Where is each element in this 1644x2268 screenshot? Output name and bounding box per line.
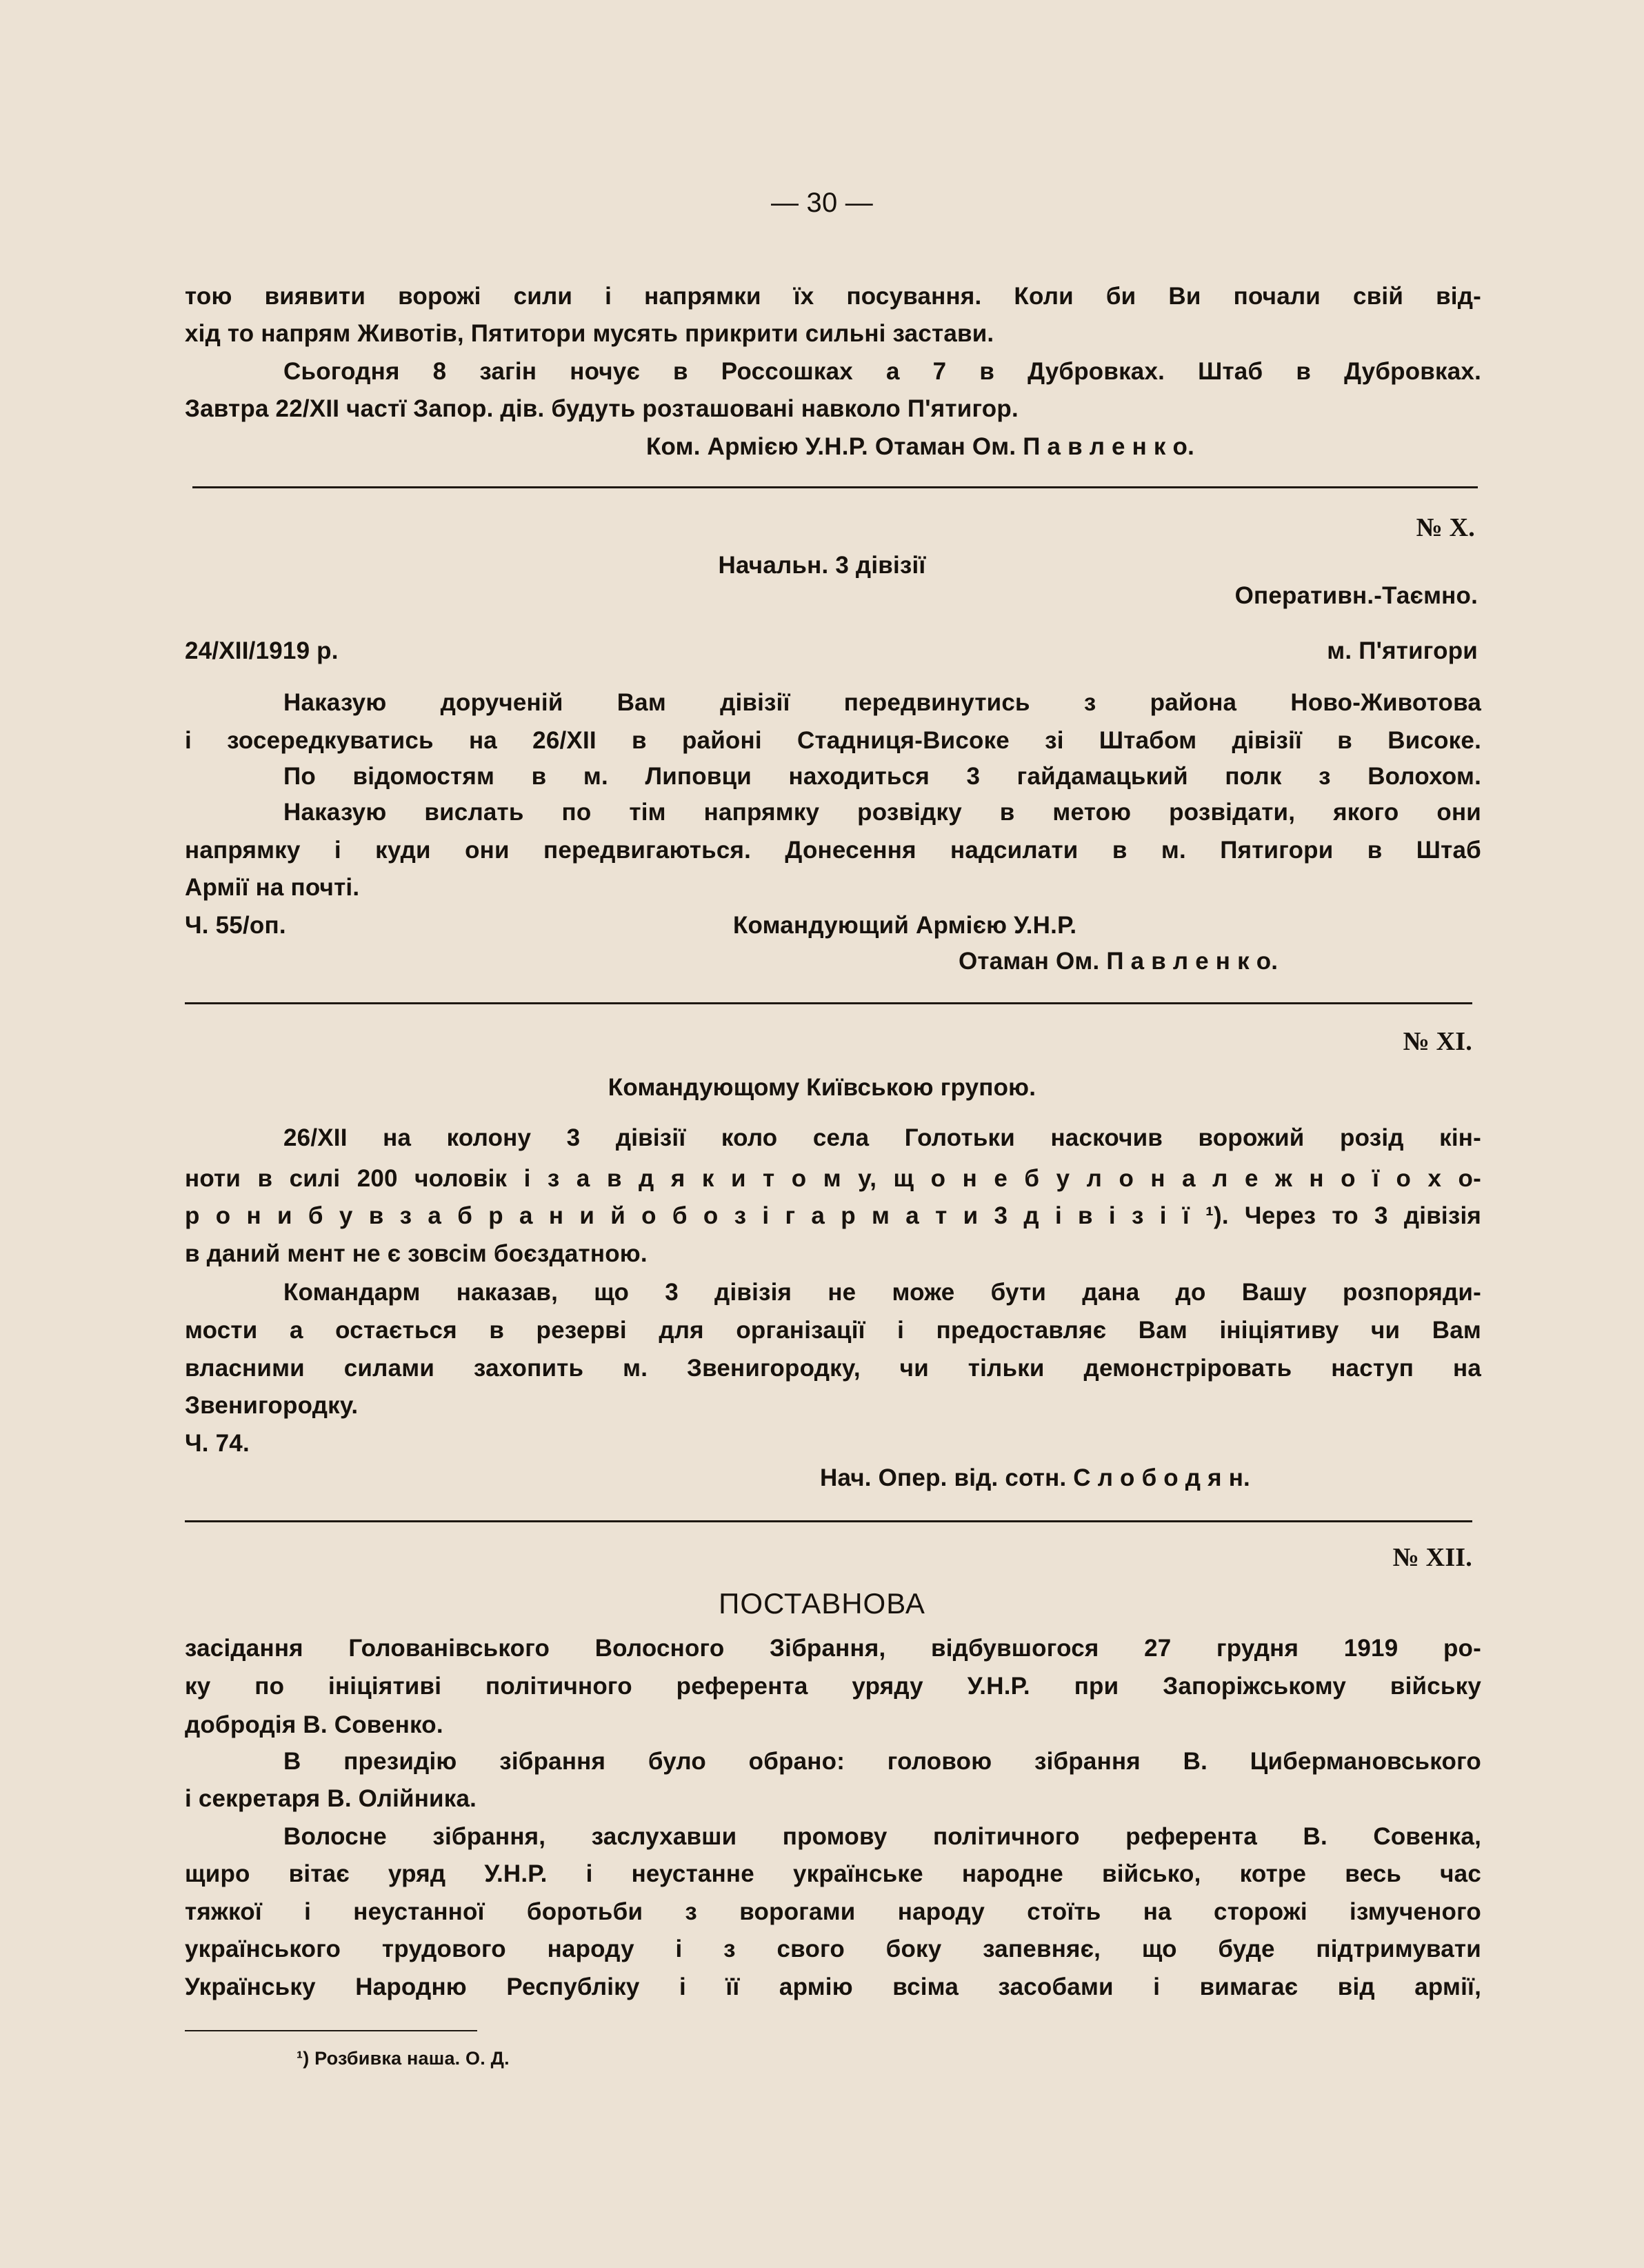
section-divider bbox=[192, 486, 1478, 488]
text-line: Наказую дорученій Вам дівізії передвинутись з района Ново-Животова bbox=[283, 689, 1481, 716]
text-line: тяжкої і неустанної боротьби з ворогами народу стоїть на сторожі ізмученого bbox=[185, 1898, 1481, 1925]
text-line: українського трудового народу і з свого боку запевняє, що буде підтримувати bbox=[185, 1936, 1481, 1962]
text-line: і зосередкуватись на 26/XII в районі Стадниця-Високе зі Штабом дівізії в Високе. bbox=[185, 727, 1481, 754]
text-line: Звенигородку. bbox=[185, 1392, 359, 1419]
text-line: Наказую вислать по тім напрямку розвідку в метою розвідати, якого они bbox=[283, 799, 1481, 826]
text-line: щиро вітає уряд У.Н.Р. і неустанне українське народне військо, котре весь час bbox=[185, 1860, 1481, 1887]
document-number: № X. bbox=[1416, 513, 1475, 542]
addressee: Командующому Київською групою. bbox=[608, 1074, 1036, 1101]
document-reference: Ч. 55/оп. bbox=[185, 912, 286, 939]
footnote: ¹) Розбивка наша. О. Д. bbox=[297, 2048, 510, 2069]
text-line: По відомостям в м. Липовци находиться 3 гайдамацький полк з Волохом. bbox=[283, 763, 1481, 790]
text-line: добродія В. Совенко. bbox=[185, 1711, 443, 1738]
document-reference: Ч. 74. bbox=[185, 1430, 250, 1457]
text-line: В президію зібрання було обрано: головою зібрання В. Цибермановського bbox=[283, 1748, 1481, 1775]
text-line: напрямку і куди они передвигаються. Донесення надсилати в м. Пятигори в Штаб bbox=[185, 837, 1481, 864]
document-number: № XI. bbox=[1403, 1027, 1472, 1056]
document-number: № XII. bbox=[1392, 1543, 1472, 1572]
addressee: Начальн. 3 дівізії bbox=[718, 552, 926, 579]
document-title: ПОСТАВНОВА bbox=[719, 1587, 925, 1620]
document-date: 24/XII/1919 р. bbox=[185, 637, 339, 664]
text-line: тою виявити ворожі сили і напрямки їх посування. Коли би Ви почали свій від- bbox=[185, 283, 1481, 310]
text-line: ку по ініціятиві політичного референта уряду У.Н.Р. при Запоріжському війську bbox=[185, 1673, 1481, 1700]
footnote-divider bbox=[185, 2030, 477, 2031]
text-line: власними силами захопить м. Звенигородку, чи тільки демонстріровать наступ на bbox=[185, 1355, 1481, 1382]
signature-title: Командующий Армією У.Н.Р. bbox=[733, 912, 1077, 939]
text-line: Сьогодня 8 загін ночує в Россошках а 7 в Дубровках. Штаб в Дубровках. bbox=[283, 358, 1481, 385]
classification: Оперативн.-Таємно. bbox=[1234, 582, 1478, 609]
signature: Нач. Опер. від. сотн. С л о б о д я н. bbox=[820, 1464, 1250, 1491]
text-line: хід то напрям Животів, Пятитори мусять прикрити сильні застави. bbox=[185, 320, 994, 347]
text-line: Українську Народню Республіку і її армію всіма засобами і вимагає від армії, bbox=[185, 1973, 1481, 2000]
text-line: мости а остається в резерві для організації і предоставляє Вам ініціятиву чи Вам bbox=[185, 1317, 1481, 1344]
text-line: Командарм наказав, що 3 дівізія не може бути дана до Вашу розпоряди- bbox=[283, 1279, 1481, 1306]
text-line: засідання Голованівського Волосного Зібрання, відбувшогося 27 грудня 1919 ро- bbox=[185, 1635, 1481, 1662]
page-number: — 30 — bbox=[771, 188, 873, 218]
text-line: ноти в силі 200 чоловік і з а в д я к и т о м у, щ о н е б у л о н а л е ж н о ї о х о- bbox=[185, 1165, 1481, 1192]
text-line: 26/XII на колону 3 дівізії коло села Голотьки наскочив ворожий розід кін- bbox=[283, 1124, 1481, 1151]
section-divider bbox=[185, 1520, 1472, 1522]
section-divider bbox=[185, 1002, 1472, 1004]
text-line: Армії на почті. bbox=[185, 874, 360, 901]
document-place: м. П'ятигори bbox=[1327, 637, 1478, 664]
signature-name: Отаман Ом. П а в л е н к о. bbox=[959, 948, 1279, 975]
text-line: Волосне зібрання, заслухавши промову політичного референта В. Совенка, bbox=[283, 1823, 1481, 1850]
text-line: і секретаря В. Олійника. bbox=[185, 1785, 477, 1812]
text-line: Завтра 22/XII частї Запор. дів. будуть розташовані навколо П'ятигор. bbox=[185, 395, 1019, 422]
text-line: в даний мент не є зовсім боєздатною. bbox=[185, 1240, 648, 1267]
signature: Ком. Армією У.Н.Р. Отаман Ом. П а в л е н к о. bbox=[646, 433, 1195, 460]
text-line: р о н и б у в з а б р а н и й о б о з і г а р м а т и 3 д і в і з і ї ¹). Через то 3 дівізія bbox=[185, 1202, 1481, 1229]
